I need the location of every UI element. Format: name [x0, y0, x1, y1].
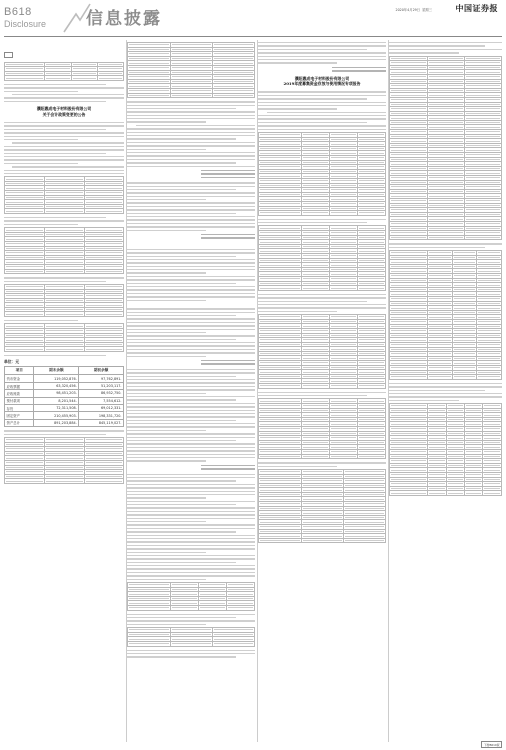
table-caption: 单位：元	[4, 359, 20, 365]
financial-table	[127, 582, 255, 611]
announcement-headline: 2019年度募集资金存放与使用情况专项报告	[283, 80, 361, 86]
signature-block	[201, 360, 255, 365]
financial-table	[127, 627, 255, 646]
financial-table	[4, 437, 124, 484]
row-label: 应收账款	[5, 390, 34, 397]
row-value: 198,331,720.	[79, 412, 124, 419]
financial-table	[258, 469, 386, 544]
financial-table	[127, 42, 255, 98]
column-4	[389, 40, 502, 742]
row-label: 货币资金	[5, 375, 34, 382]
row-value: 119,052,876.	[34, 375, 79, 382]
row-value: 63,320,456.	[34, 382, 79, 389]
page-code: B618	[4, 6, 32, 18]
row-value: 97,762,891.	[79, 375, 124, 382]
financial-table	[4, 227, 124, 274]
column-1	[4, 40, 124, 742]
issue-date: 2020年4月29日 星期三	[395, 8, 432, 12]
financial-table	[4, 176, 124, 214]
table-row	[5, 390, 124, 397]
signature-block	[201, 465, 255, 470]
newspaper-logo: 中国证券报	[455, 3, 498, 13]
signature-block	[332, 67, 386, 72]
table-row	[5, 419, 124, 426]
table-row	[5, 404, 124, 411]
section-name-chinese: 信息披露	[86, 9, 162, 29]
row-label: 预付款项	[5, 397, 34, 404]
table-header: 期末余额	[34, 367, 79, 375]
financial-table	[4, 284, 124, 317]
table-header: 期初余额	[79, 367, 124, 375]
masthead-rule	[4, 36, 502, 37]
row-value: 69,012,331.	[79, 404, 124, 411]
financial-table	[258, 132, 386, 216]
row-value: 891,203,884.	[34, 419, 79, 426]
financial-table	[258, 314, 386, 389]
row-value: 98,451,203.	[34, 390, 79, 397]
row-label: 资产总计	[5, 419, 34, 426]
company-name: 濮阳惠成电子材料股份有限公司	[36, 106, 92, 112]
financial-table	[389, 56, 502, 241]
row-value: 845,119,027.	[79, 419, 124, 426]
financial-table	[4, 62, 124, 81]
row-value: 8,201,544.	[34, 397, 79, 404]
row-label: 固定资产	[5, 412, 34, 419]
column-2	[127, 40, 255, 742]
table-header: 项目	[5, 367, 34, 375]
row-value: 72,311,508.	[34, 404, 79, 411]
financial-table	[258, 225, 386, 290]
announcement-title	[258, 76, 386, 87]
section-name-english: Disclosure	[4, 19, 47, 29]
company-name: 濮阳惠成电子材料股份有限公司	[294, 75, 350, 81]
column-3	[258, 40, 386, 742]
row-value: 7,554,612.	[79, 397, 124, 404]
row-label: 应收票据	[5, 382, 34, 389]
signature-block	[201, 234, 255, 239]
row-value: 210,455,903.	[34, 412, 79, 419]
announcement-headline: 关于会计政策变更的公告	[42, 111, 86, 117]
announcement-title	[4, 106, 124, 117]
table-row	[5, 397, 124, 404]
financial-table	[258, 398, 386, 459]
table-row	[5, 382, 124, 389]
row-value: 86,932,750.	[79, 390, 124, 397]
row-label: 存货	[5, 404, 34, 411]
row-value: 51,203,117.	[79, 382, 124, 389]
continued-tag	[4, 52, 13, 58]
table-row	[5, 375, 124, 382]
signature-block	[201, 170, 255, 178]
continued-on-tag: 下转B619版	[481, 741, 502, 748]
financial-table	[389, 250, 502, 380]
financial-table	[389, 403, 502, 496]
table-row	[5, 412, 124, 419]
balance-summary-table	[4, 359, 124, 427]
financial-table	[4, 323, 124, 352]
